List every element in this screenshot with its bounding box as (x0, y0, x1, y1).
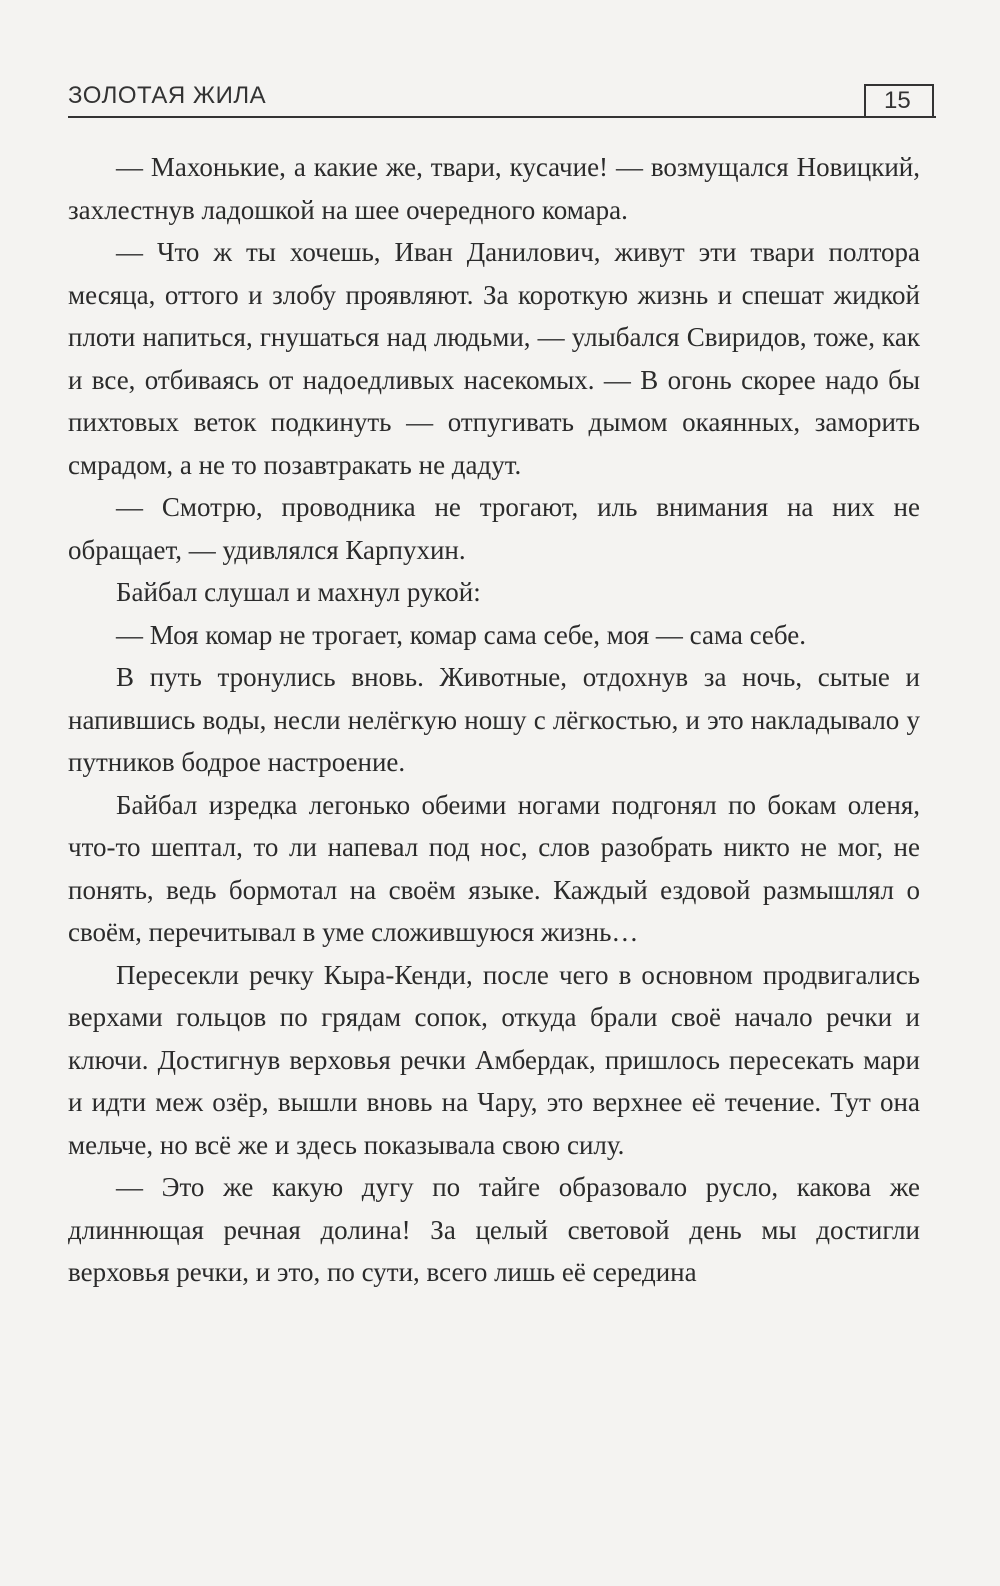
paragraph: — Махонькие, а какие же, твари, кусачие! — возмущался Новицкий, захлестнув ладошкой на шее очередного комара. (68, 152, 920, 225)
body-text (68, 146, 920, 1294)
paragraph: — Моя комар не трогает, комар сама себе, моя — сама себе. (116, 619, 807, 650)
paragraph: В путь тронулись вновь. Животные, отдохнув за ночь, сытые и напившись воды, несли нелёгкую ношу с лёгкостью, и это накладывало у путников бодрое настроение. (68, 662, 920, 777)
header-rule (68, 116, 936, 118)
paragraph: Байбал слушал и махнул рукой: (116, 577, 481, 607)
paragraph: Байбал изредка легонько обеими ногами подгонял по бокам оленя, что-то шептал, то ли напевал под нос, слов разобрать никто не мог, не понять, ведь бормотал на своём языке. Каждый ездовой размышлял о своём, перечитывал в уме сложившуюся жизнь… (68, 789, 920, 947)
page-number-box (864, 84, 934, 116)
paragraph: Пересекли речку Кыра-Кенди, после чего в основном продвигались верхами гольцов по грядам сопок, откуда брали своё начало речки и ключи. Достигнув верховья речки Амбердак, пришлось пересекать мари и идти меж озёр, вышли вновь на Чару, это верхнее её течение. Тут она мельче, но всё же и здесь показывала свою силу. (68, 959, 920, 1160)
running-header (68, 78, 936, 118)
paragraph: — Смотрю, проводника не трогают, иль внимания на них не обращает, — удивлялся Карпухин. (68, 492, 920, 565)
running-title: ЗОЛОТАЯ ЖИЛА (68, 82, 267, 109)
paragraph: — Это же какую дугу по тайге образовало русло, какова же длиннющая речная долина! За целый световой день мы достигли верховья речки, и это, по сути, всего лишь её середина (68, 1172, 920, 1287)
paragraph: — Что ж ты хочешь, Иван Данилович, живут эти твари полтора месяца, оттого и злобу проявляют. За короткую жизнь и спешат жидкой плоти напиться, гнушаться над людьми, — улыбался Свиридов, тоже, как и все, отбиваясь от надоедливых насекомых. — В огонь скорее надо бы пихтовых веток подкинуть — отпугивать дымом окаянных, заморить смрадом, а не то позавтракать не дадут. (68, 237, 920, 480)
page-number: 15 (884, 87, 911, 114)
